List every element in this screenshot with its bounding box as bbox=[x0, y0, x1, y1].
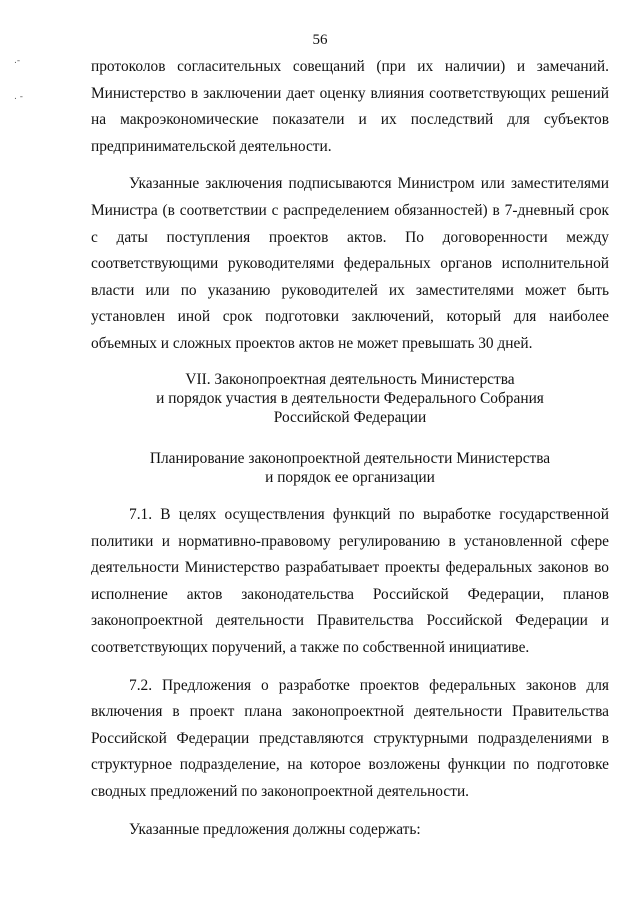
subsection-heading-line: Планирование законопроектной деятельности Министерства bbox=[149, 450, 551, 467]
paragraph: протоколов согласительных совещаний (при их наличии) и замечаний. Министерство в заключении дает оценку влияния соответствующих решений на макроэкономические показатели и их последствий для субъектов предпринимательской деятельности. bbox=[91, 58, 609, 155]
page-number: 56 bbox=[312, 32, 328, 48]
paragraph: Указанные предложения должны содержать: bbox=[129, 820, 421, 838]
paragraph: 7.2. Предложения о разработке проектов федеральных законов для включения в проект плана законопроектной деятельности Правительства Российской Федерации представляются структурными подразделениями в структурное подразделение, на которое возложены функции по подготовке сводных предложений по законопроектной деятельности. bbox=[91, 676, 609, 800]
subsection-heading-line: и порядок ее организации bbox=[265, 469, 435, 486]
body-text-bottom bbox=[91, 502, 609, 843]
section-heading-line: VII. Законопроектная деятельность Министерства bbox=[185, 371, 515, 388]
section-heading-line: Российской Федерации bbox=[273, 409, 427, 426]
scan-artifact-mark: .- bbox=[14, 56, 21, 66]
subsection-heading bbox=[91, 449, 609, 487]
body-text-top bbox=[91, 54, 609, 358]
paragraph: 7.1. В целях осуществления функций по выработке государственной политики и нормативно-правовому регулированию в установленной сфере деятельности Министерство разрабатывает проекты федеральных законов во исполнение актов законодательства Российской Федерации, планов законопроектной деятельности Правительства Российской Федерации и соответствующих поручений, а также по собственной инициативе. bbox=[91, 506, 609, 656]
scan-artifact-mark: . - bbox=[14, 92, 23, 102]
section-heading-line: и порядок участия в деятельности Федерального Собрания bbox=[156, 390, 544, 407]
section-heading bbox=[91, 370, 609, 427]
paragraph: Указанные заключения подписываются Министром или заместителями Министра (в соответствии с распределением обязанностей) в 7-дневный срок с даты поступления проектов актов. По договоренности между соответствующими руководителями федеральных органов исполнительной власти или по указанию руководителей их заместителями может быть установлен иной срок подготовки заключений, который для наиболее объемных и сложных проектов актов не может превышать 30 дней. bbox=[91, 175, 609, 352]
